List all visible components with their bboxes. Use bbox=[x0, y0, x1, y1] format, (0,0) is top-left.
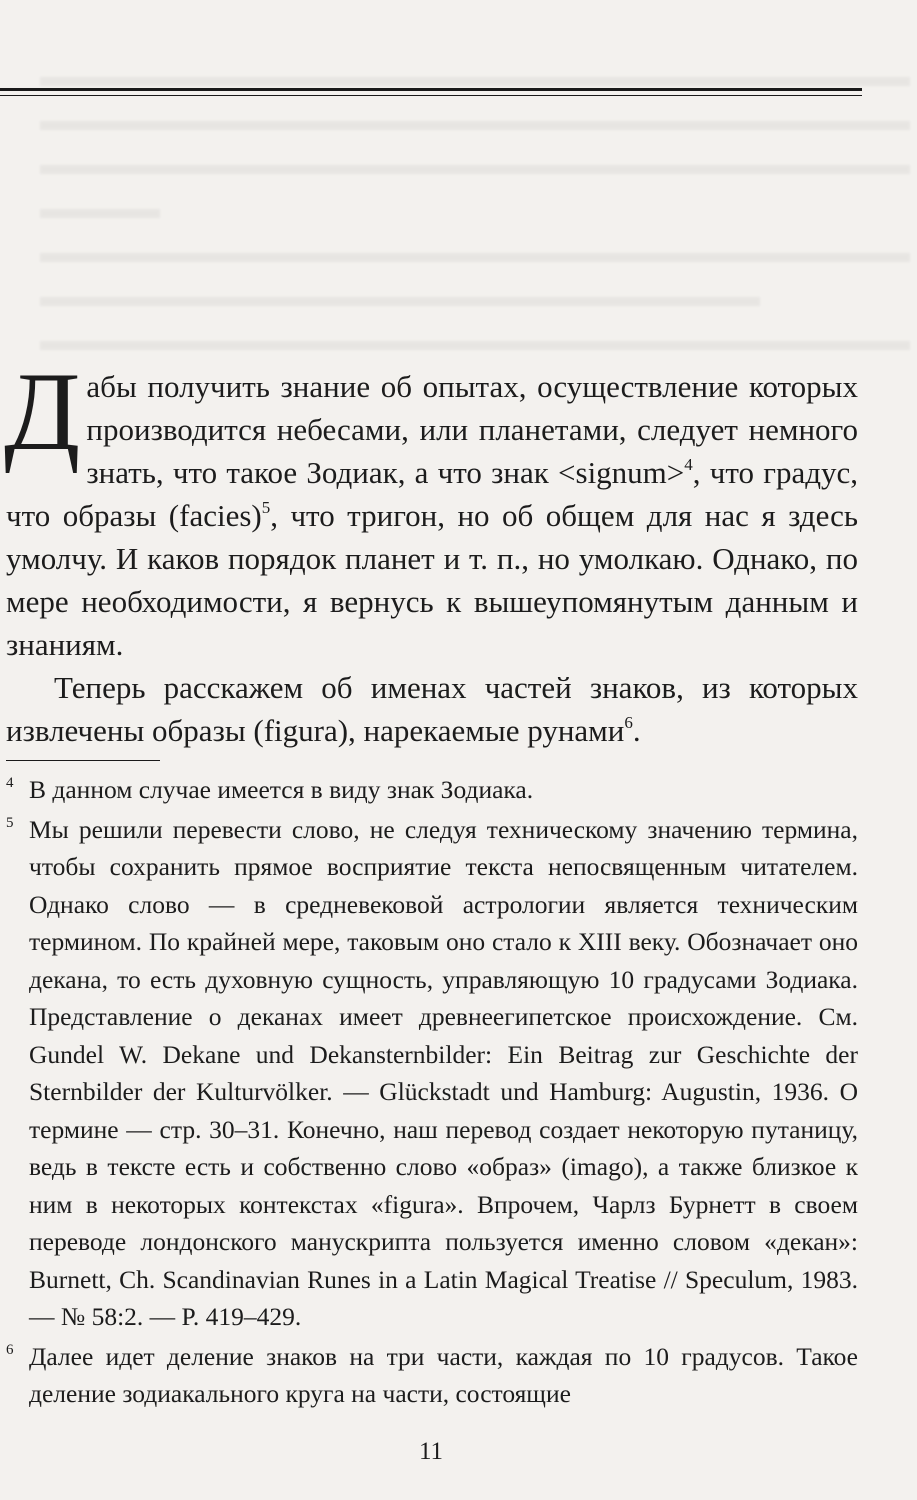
footnotes bbox=[6, 771, 858, 1415]
bleed-through-texture: ▬▬▬▬▬▬▬▬▬▬▬▬▬▬▬▬▬▬▬▬▬▬▬▬▬▬▬▬▬ ▬▬▬▬▬▬▬▬▬▬▬▬▬▬▬▬▬▬▬▬▬▬▬▬▬▬▬▬▬ ▬▬▬▬▬▬▬▬▬▬▬▬▬▬▬▬▬▬▬▬▬▬▬▬▬▬▬▬▬ ▬▬▬▬ ▬▬▬▬▬▬▬▬▬▬▬▬▬▬▬▬▬▬▬▬▬▬▬▬▬▬▬▬▬ ▬▬▬▬▬▬▬▬▬▬▬▬▬▬▬▬▬▬▬▬▬▬▬▬ ▬▬▬▬▬▬▬▬▬▬▬▬▬▬▬▬▬▬▬▬▬▬▬▬▬▬▬▬▬ bbox=[40, 60, 910, 357]
footnote-ref-5: 5 bbox=[261, 498, 271, 517]
paragraph-2 bbox=[6, 666, 858, 752]
footnote-text: В данном случае имеется в виду знак Зодиака. bbox=[29, 775, 534, 804]
paragraph-1-text-c: , что тригон, но об общем для нас я здесь умолчу. И каков порядок планет и т. п., но умолкаю. Однако, по мере необходимости, я вернусь к вышеупомянутым данным и знаниям. bbox=[6, 498, 858, 662]
footnote-separator bbox=[6, 760, 160, 761]
paragraph-1-text: абы получить знание об опытах, осуществление которых производится небесами, или планетами, следует немного знать, что такое Зодиак, а что знак <signum> bbox=[86, 369, 858, 490]
footnote-ref-6: 6 bbox=[624, 713, 633, 732]
header-rule-thin bbox=[0, 95, 862, 96]
footnote-text: Мы решили перевести слово, не следуя техническому значению термина, чтобы сохранить прямое восприятие текста непосвященным читателем. Однако слово — в средневековой астрологии является техническим термином. По крайней мере, таковым оно стало к XIII веку. Обозначает оно декана, то есть духовную сущность, управляющую 10 градусами Зодиака. Представление о деканах имеет древнеегипетское происхождение. См. Gundel W. Dekane und Dekansternbilder: Ein Beitrag zur Geschichte der Sternbilder der Kulturvölker. — Glückstadt und Hamburg: Augustin, 1936. О термине — стр. 30–31. Конечно, наш перевод создает некоторую путаницу, ведь в тексте есть и собственно слово «образ» (imago), а также близкое к ним в некоторых контекстах «figura». Впрочем, Чарлз Бурнетт в своем переводе лондонского манускрипта пользуется именно словом «декан»: Burnett, Ch. Scandinavian Runes in a Latin Magical Treatise // Speculum, 1983. — № 58:2. — P. 419–429. bbox=[29, 814, 858, 1331]
footnote-5 bbox=[6, 811, 858, 1336]
footnote-4 bbox=[6, 771, 858, 809]
footnote-number: 6 bbox=[6, 1341, 14, 1358]
page-number: 11 bbox=[418, 1438, 444, 1465]
paragraph-2-end: . bbox=[632, 713, 641, 748]
paragraph-1 bbox=[4, 350, 858, 666]
footnote-text: Далее идет деление знаков на три части, каждая по 10 градусов. Такое деление зодиакального круга на части, состоящие bbox=[29, 1341, 858, 1408]
footnote-6 bbox=[6, 1338, 858, 1413]
paragraph-1-text-b: , что градус, что образы (facies) bbox=[6, 455, 858, 533]
paragraph-2-text: Теперь расскажем об именах частей знаков, из которых извлечены образы (figura), нарекаемые рунами bbox=[6, 670, 858, 748]
footnote-number: 5 bbox=[6, 814, 14, 831]
drop-cap: Д bbox=[4, 350, 81, 474]
main-text bbox=[4, 350, 858, 752]
footnote-number: 4 bbox=[6, 775, 14, 791]
footnote-ref-4: 4 bbox=[684, 455, 693, 474]
header-rule-thick bbox=[0, 88, 862, 91]
